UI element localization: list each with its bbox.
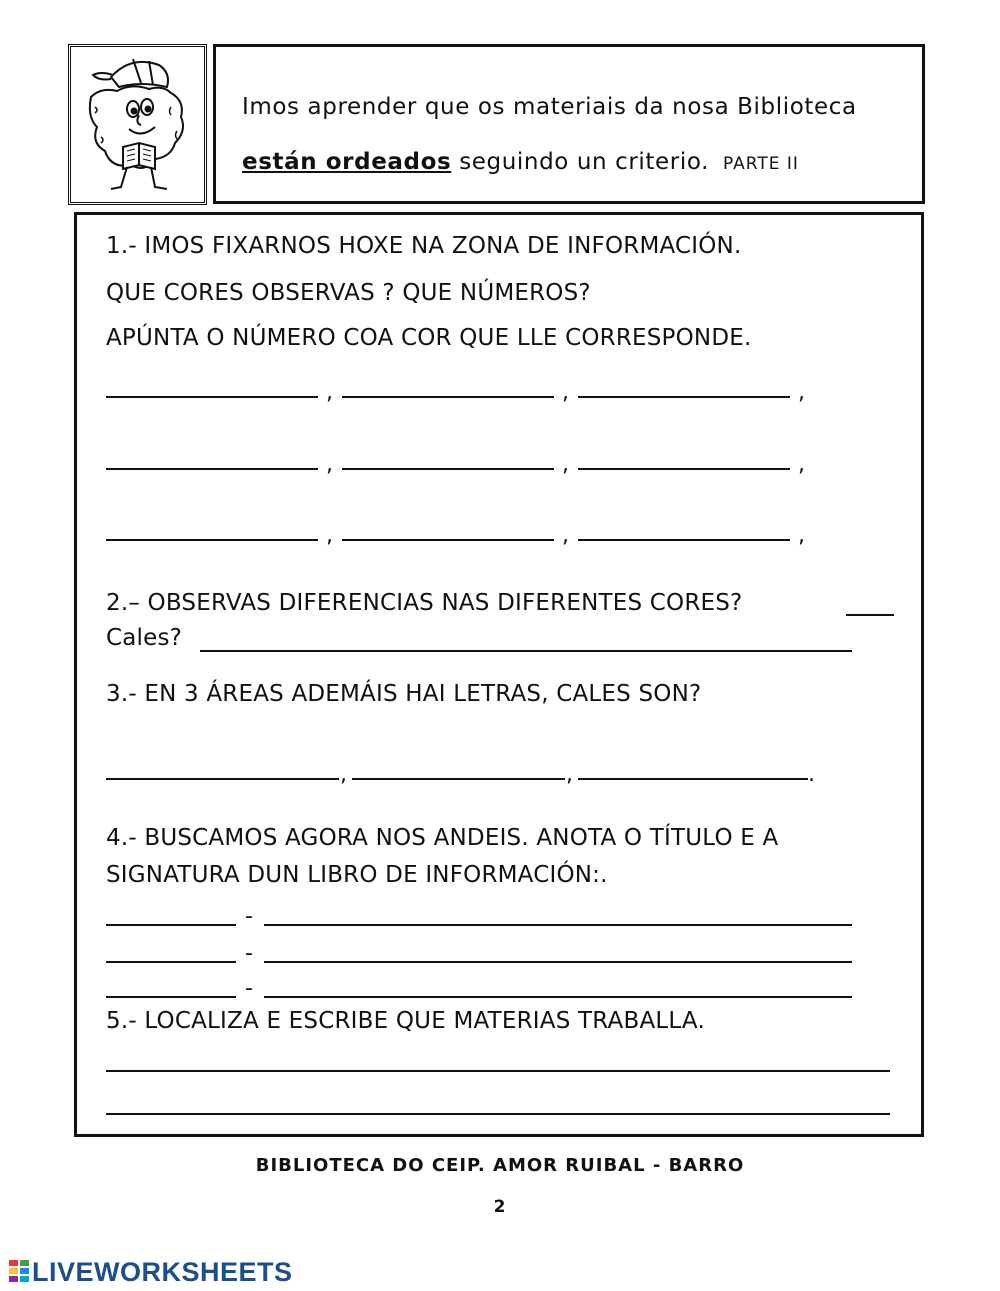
signature-blank[interactable] [106,996,236,998]
mascot-logo-frame [68,44,207,205]
comma: , [326,380,333,405]
answer-blank[interactable] [106,468,318,470]
answer-blank[interactable] [578,778,808,780]
signature-blank[interactable] [106,924,236,926]
q1-line-3: APÚNTA O NÚMERO COA COR QUE LLE CORRESPONDE. [106,325,752,351]
dash: - [245,976,253,1001]
answer-blank[interactable] [106,778,339,780]
intro-bold-phrase: están ordeados [242,149,452,175]
q2-line-1: 2.– OBSERVAS DIFERENCIAS NAS DIFERENTES CORES? [106,590,743,616]
q2-line-2: Cales? [106,625,183,651]
q1-line-2: QUE CORES OBSERVAS ? QUE NÚMEROS? [106,280,591,306]
school-footer: BIBLIOTECA DO CEIP. AMOR RUIBAL - BARRO [255,1155,745,1176]
comma: , [562,380,569,405]
title-blank[interactable] [264,996,852,998]
liveworksheets-logo-icon [8,1259,30,1285]
q2-yes-no-blank[interactable] [846,614,894,616]
dash: - [245,904,253,929]
comma: , [798,452,805,477]
q4-line-1: 4.- BUSCAMOS AGORA NOS ANDEIS. ANOTA O TÍTULO E A [106,825,779,851]
q5-line-1: 5.- LOCALIZA E ESCRIBE QUE MATERIAS TRABALLA. [106,1008,705,1034]
title-blank[interactable] [264,924,852,926]
dash: - [245,941,253,966]
answer-blank[interactable] [352,778,565,780]
answer-blank[interactable] [342,539,554,541]
comma: , [562,452,569,477]
answer-blank[interactable] [578,396,790,398]
answer-blank[interactable] [342,396,554,398]
q4-line-2: SIGNATURA DUN LIBRO DE INFORMACIÓN:. [106,862,608,888]
title-blank[interactable] [264,961,852,963]
comma: , [562,523,569,548]
comma: , [326,523,333,548]
answer-blank[interactable] [342,468,554,470]
comma: , [798,380,805,405]
comma: , [326,452,333,477]
liveworksheets-brand [8,1257,293,1287]
book-mascot-icon [71,47,204,202]
comma: , [566,762,573,787]
answer-blank[interactable] [578,539,790,541]
answer-blank[interactable] [106,539,318,541]
part-label: PARTE II [723,154,799,174]
q5-answer-blank-2[interactable] [106,1113,890,1115]
page-number: 2 [493,1197,507,1217]
brand-name: LIVEWORKSHEETS [32,1256,293,1287]
q5-answer-blank-1[interactable] [106,1070,890,1072]
comma: , [340,762,347,787]
signature-blank[interactable] [106,961,236,963]
q1-line-1: 1.- IMOS FIXARNOS HOXE NA ZONA DE INFORMACIÓN. [106,233,742,259]
header-box [213,44,925,204]
q3-line-1: 3.- EN 3 ÁREAS ADEMÁIS HAI LETRAS, CALES SON? [106,681,702,707]
period: . [808,762,815,787]
q2-answer-blank[interactable] [200,650,852,652]
intro-line-2 [242,149,799,175]
intro-rest: seguindo un criterio. [451,149,710,175]
answer-blank[interactable] [106,396,318,398]
intro-line-1: Imos aprender que os materiais da nosa Biblioteca [242,94,857,120]
comma: , [798,523,805,548]
answer-blank[interactable] [578,468,790,470]
